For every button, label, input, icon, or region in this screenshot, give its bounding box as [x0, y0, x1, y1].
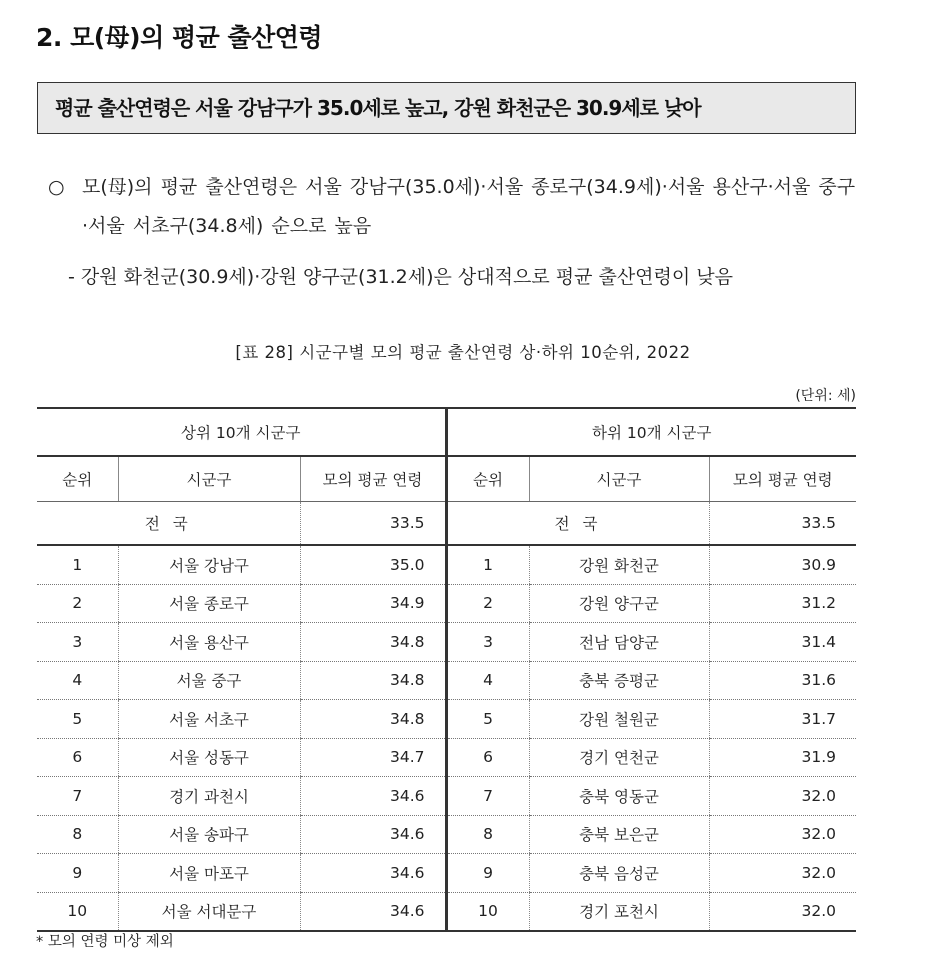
- cell-top-value: 34.6: [300, 777, 446, 816]
- cell-bottom-region: 강원 양구군: [529, 584, 709, 623]
- cell-top-rank: 10: [37, 892, 118, 931]
- cell-top-rank: 7: [37, 777, 118, 816]
- table-row: [37, 892, 856, 931]
- cell-bottom-value: 31.2: [709, 584, 856, 623]
- table-row: [37, 700, 856, 739]
- table-row: [37, 738, 856, 777]
- cell-bottom-region: 충북 보은군: [529, 815, 709, 854]
- bullet-text: 모(母)의 평균 출산연령은 서울 강남구(35.0세)·서울 종로구(34.9세)·서울 용산구·서울 중구·서울 서초구(34.8세) 순으로 높음: [82, 176, 856, 237]
- col-header-rank: 순위: [37, 456, 118, 502]
- national-value-bottom: 33.5: [709, 502, 856, 546]
- national-label: 전 국: [446, 502, 709, 546]
- summary-box: [37, 82, 856, 134]
- national-row: [37, 502, 856, 546]
- cell-bottom-value: 30.9: [709, 545, 856, 584]
- circle-bullet-icon: ○: [48, 176, 65, 198]
- cell-bottom-value: 32.0: [709, 892, 856, 931]
- cell-top-value: 34.8: [300, 661, 446, 700]
- footnote: * 모의 연령 미상 제외: [36, 934, 174, 950]
- cell-bottom-rank: 6: [446, 738, 529, 777]
- cell-bottom-value: 32.0: [709, 854, 856, 893]
- cell-bottom-region: 강원 철원군: [529, 700, 709, 739]
- cell-bottom-value: 31.4: [709, 623, 856, 662]
- cell-bottom-rank: 4: [446, 661, 529, 700]
- col-header-age: 모의 평균 연령: [300, 456, 446, 502]
- cell-top-rank: 2: [37, 584, 118, 623]
- cell-top-rank: 9: [37, 854, 118, 893]
- section-title: 2. 모(母)의 평균 출산연령: [36, 23, 323, 52]
- col-header-age: 모의 평균 연령: [709, 456, 856, 502]
- cell-top-region: 서울 서대문구: [118, 892, 300, 931]
- cell-bottom-rank: 8: [446, 815, 529, 854]
- bottom-group-header: 하위 10개 시군구: [446, 408, 856, 456]
- cell-bottom-region: 전남 담양군: [529, 623, 709, 662]
- cell-top-region: 서울 중구: [118, 661, 300, 700]
- cell-top-region: 서울 종로구: [118, 584, 300, 623]
- cell-bottom-region: 충북 음성군: [529, 854, 709, 893]
- cell-bottom-rank: 2: [446, 584, 529, 623]
- cell-top-rank: 1: [37, 545, 118, 584]
- cell-top-value: 34.6: [300, 854, 446, 893]
- table-row: [37, 623, 856, 662]
- cell-bottom-region: 경기 연천군: [529, 738, 709, 777]
- cell-top-region: 서울 용산구: [118, 623, 300, 662]
- column-header-row: [37, 456, 856, 502]
- cell-bottom-value: 31.6: [709, 661, 856, 700]
- summary-text: 평균 출산연령은 서울 강남구가 35.0세로 높고, 강원 화천군은 30.9세로 낮아: [55, 96, 701, 120]
- table-row: [37, 545, 856, 584]
- cell-bottom-value: 31.7: [709, 700, 856, 739]
- cell-top-value: 34.6: [300, 815, 446, 854]
- cell-top-rank: 3: [37, 623, 118, 662]
- cell-top-region: 경기 과천시: [118, 777, 300, 816]
- cell-bottom-rank: 10: [446, 892, 529, 931]
- col-header-region: 시군구: [118, 456, 300, 502]
- cell-top-region: 서울 강남구: [118, 545, 300, 584]
- national-value-top: 33.5: [300, 502, 446, 546]
- cell-top-value: 34.8: [300, 700, 446, 739]
- cell-top-value: 34.9: [300, 584, 446, 623]
- table-row: [37, 854, 856, 893]
- bullet-paragraph: [48, 168, 860, 246]
- cell-top-rank: 8: [37, 815, 118, 854]
- cell-top-rank: 6: [37, 738, 118, 777]
- table-row: [37, 584, 856, 623]
- col-header-region: 시군구: [529, 456, 709, 502]
- table-row: [37, 815, 856, 854]
- cell-bottom-region: 충북 영동군: [529, 777, 709, 816]
- cell-top-region: 서울 성동구: [118, 738, 300, 777]
- cell-top-region: 서울 서초구: [118, 700, 300, 739]
- group-header-row: [37, 408, 856, 456]
- cell-bottom-rank: 3: [446, 623, 529, 662]
- cell-top-region: 서울 마포구: [118, 854, 300, 893]
- table-row: [37, 777, 856, 816]
- cell-bottom-value: 31.9: [709, 738, 856, 777]
- national-label: 전 국: [37, 502, 300, 546]
- sub-bullet-text: - 강원 화천군(30.9세)·강원 양구군(31.2세)은 상대적으로 평균 출산연령이 낮음: [68, 266, 733, 288]
- cell-bottom-rank: 7: [446, 777, 529, 816]
- cell-top-rank: 5: [37, 700, 118, 739]
- table-caption: [표 28] 시군구별 모의 평균 출산연령 상·하위 10순위, 2022: [235, 343, 691, 362]
- col-header-rank: 순위: [446, 456, 529, 502]
- table-row: [37, 661, 856, 700]
- cell-bottom-value: 32.0: [709, 815, 856, 854]
- unit-label: (단위: 세): [795, 388, 856, 404]
- cell-top-value: 35.0: [300, 545, 446, 584]
- cell-bottom-region: 경기 포천시: [529, 892, 709, 931]
- cell-bottom-rank: 5: [446, 700, 529, 739]
- cell-top-value: 34.6: [300, 892, 446, 931]
- cell-bottom-rank: 1: [446, 545, 529, 584]
- cell-bottom-value: 32.0: [709, 777, 856, 816]
- ranking-table: [37, 407, 856, 932]
- cell-top-rank: 4: [37, 661, 118, 700]
- cell-top-region: 서울 송파구: [118, 815, 300, 854]
- cell-top-value: 34.8: [300, 623, 446, 662]
- cell-bottom-region: 강원 화천군: [529, 545, 709, 584]
- cell-bottom-region: 충북 증평군: [529, 661, 709, 700]
- cell-bottom-rank: 9: [446, 854, 529, 893]
- top-group-header: 상위 10개 시군구: [37, 408, 446, 456]
- cell-top-value: 34.7: [300, 738, 446, 777]
